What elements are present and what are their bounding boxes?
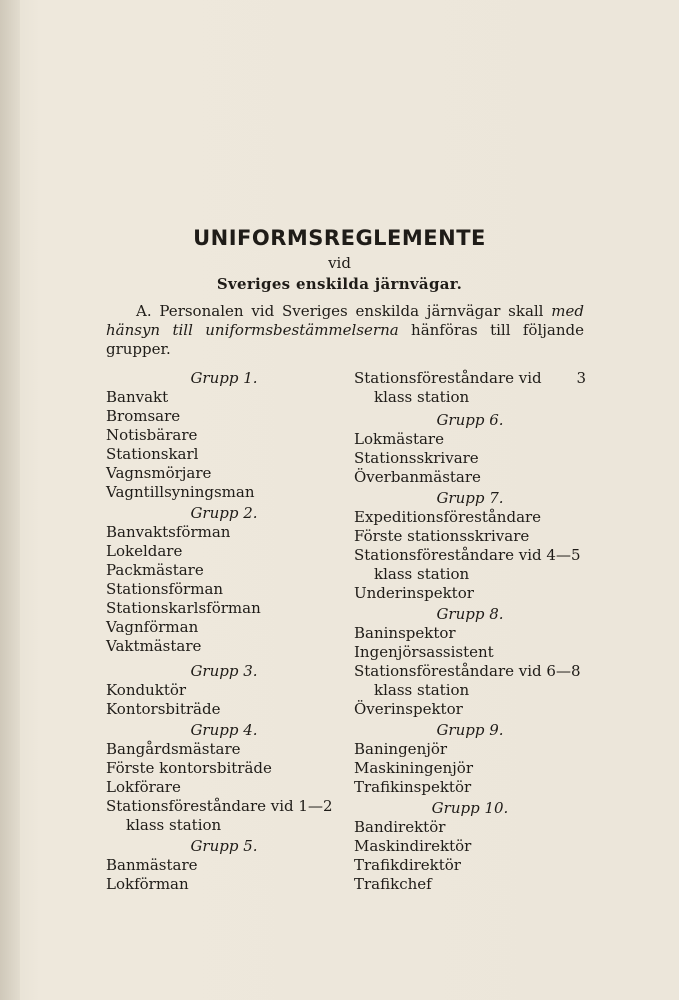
list-item: Trafikinspektör	[354, 778, 472, 796]
group-7	[354, 489, 586, 603]
list-item: Lokmästare	[354, 430, 444, 448]
list-item: Överbanmästare	[354, 468, 481, 486]
intro-lead: A. Personalen vid Sveriges enskilda järnvägar skall	[136, 302, 544, 320]
group-9	[354, 721, 586, 797]
list-item-line: Stationsföreståndare vid 1—2	[106, 797, 333, 815]
group-heading: Grupp 3.	[190, 662, 258, 680]
list-item: Bandirektör	[354, 818, 446, 836]
list-item: Stationsskrivare	[354, 449, 479, 467]
list-item: Stationskarlsförman	[106, 599, 261, 617]
list-item: Lokförare	[106, 778, 181, 796]
list-item: Vagntillsyningsman	[106, 483, 255, 501]
group-heading: Grupp 7.	[436, 489, 504, 507]
group-heading: Grupp 9.	[436, 721, 504, 739]
list-item-multiline	[354, 546, 586, 584]
list-item: Förste kontorsbiträde	[106, 759, 272, 777]
group-heading: Grupp 10.	[431, 799, 509, 817]
list-item: Maskiningenjör	[354, 759, 473, 777]
page-binding-edge	[0, 0, 20, 1000]
group-heading: Grupp 6.	[436, 411, 504, 429]
group-heading: Grupp 1.	[190, 369, 258, 387]
list-item: Ingenjörsassistent	[354, 643, 494, 661]
page-title: UNIFORMSREGLEMENTE	[193, 226, 486, 250]
intro-italic: med hänsyn till uniformsbestämmelserna	[106, 302, 584, 339]
list-item: Underinspektor	[354, 584, 474, 602]
list-item: Vagnförman	[106, 618, 199, 636]
list-item: Baningenjör	[354, 740, 448, 758]
list-item: Konduktör	[106, 681, 187, 699]
right-column	[354, 369, 586, 896]
group-6	[354, 411, 586, 487]
list-item-line: Stationsföreståndare vid	[354, 369, 542, 387]
group-1	[106, 369, 342, 502]
group-3	[106, 662, 342, 719]
list-item-continuation-row	[354, 388, 586, 407]
list-item: Baninspektor	[354, 624, 456, 642]
list-item: Bangårdsmästare	[106, 740, 241, 758]
list-item-multiline	[354, 662, 586, 700]
list-item-continuation: klass station	[374, 565, 470, 583]
intro-tail: hänföras till följande grupper.	[106, 321, 584, 358]
group-heading: Grupp 2.	[190, 504, 258, 522]
list-item: Packmästare	[106, 561, 204, 579]
list-item: Överinspektor	[354, 700, 463, 718]
list-item-line: Stationsföreståndare vid 4—5	[354, 546, 581, 564]
group-heading: Grupp 5.	[190, 837, 258, 855]
list-item: Banmästare	[106, 856, 198, 874]
list-item: Bromsare	[106, 407, 181, 425]
list-item: Stationskarl	[106, 445, 199, 463]
list-item-continuation: klass station	[374, 388, 470, 406]
list-item: Vagnsmörjare	[106, 464, 212, 482]
list-item: Lokeldare	[106, 542, 183, 560]
list-item: Förste stationsskrivare	[354, 527, 530, 545]
list-item-line-number: 3	[576, 369, 586, 387]
list-item-multiline	[106, 797, 342, 835]
list-item: Banvaktsförman	[106, 523, 231, 541]
list-item: Notisbärare	[106, 426, 198, 444]
list-item-multiline	[354, 369, 586, 388]
list-item: Maskindirektör	[354, 837, 472, 855]
list-item: Expeditionsföreståndare	[354, 508, 542, 526]
group-heading: Grupp 8.	[436, 605, 504, 623]
group-5	[106, 837, 342, 894]
group-heading: Grupp 4.	[190, 721, 258, 739]
group-5-continued	[354, 369, 586, 407]
left-column	[106, 369, 342, 896]
list-item: Kontorsbiträde	[106, 700, 221, 718]
page-subtitle: Sveriges enskilda järnvägar.	[216, 275, 463, 293]
list-item: Stationsförman	[106, 580, 224, 598]
group-10	[354, 799, 586, 894]
group-8	[354, 605, 586, 719]
list-item: Vaktmästare	[106, 637, 202, 655]
list-item: Lokförman	[106, 875, 189, 893]
list-item-continuation: klass station	[126, 816, 222, 834]
list-item: Trafikdirektör	[354, 856, 461, 874]
title-connector: vid	[328, 254, 351, 272]
list-item: Trafikchef	[354, 875, 432, 893]
list-item-line: Stationsföreståndare vid 6—8	[354, 662, 581, 680]
list-item-continuation: klass station	[374, 681, 470, 699]
list-item: Banvakt	[106, 388, 169, 406]
group-4	[106, 721, 342, 835]
group-2	[106, 504, 342, 656]
intro-paragraph	[106, 302, 584, 359]
